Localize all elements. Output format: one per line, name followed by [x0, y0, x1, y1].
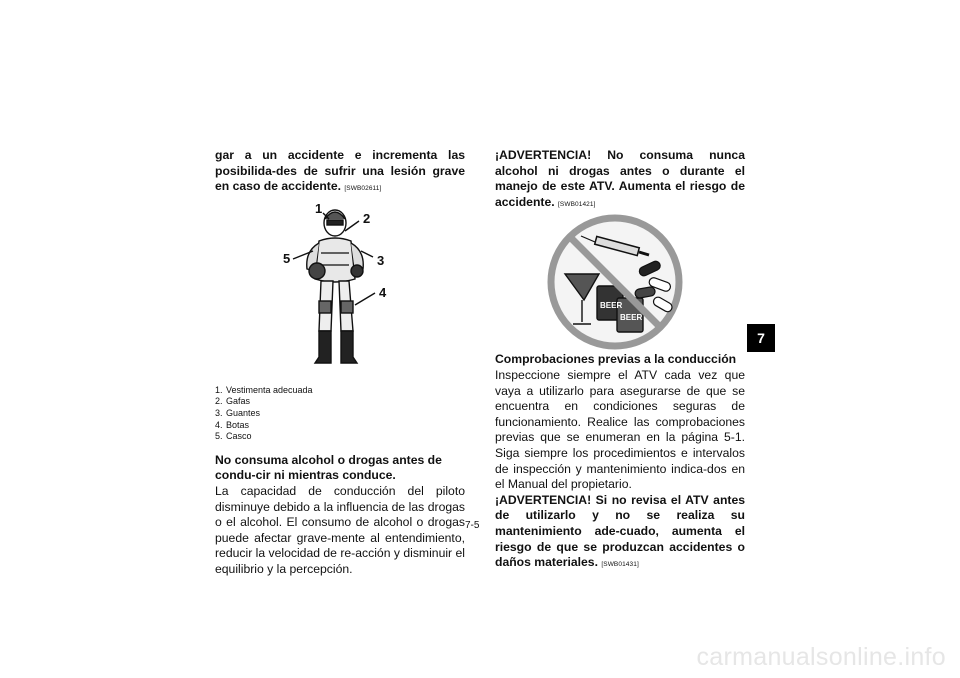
- no-alcohol-drugs-figure: [495, 214, 745, 352]
- intro-warning-code: [SWB02611]: [344, 185, 382, 193]
- alcohol-warning: [495, 148, 745, 212]
- rider-illustration: [265, 201, 425, 381]
- callout-1: 1: [315, 200, 323, 216]
- legend-item: 1. Vestimenta adecuada: [215, 384, 313, 395]
- right-column: [495, 148, 745, 573]
- callout-4: 4: [379, 284, 387, 300]
- callout-2: 2: [363, 210, 371, 226]
- parts-legend: [215, 385, 465, 443]
- legend-item: 5. Casco: [215, 431, 252, 442]
- can-label-2: BEER: [620, 313, 643, 323]
- alcohol-warning-text: ¡ADVERTENCIA! No consuma nunca alcohol ni drogas antes o durante el manejo de este ATV. Aumenta el riesgo de accidente.: [495, 148, 745, 209]
- intro-warning-text: gar a un accidente e incrementa las posibilida-des de sufrir una lesión grave en caso de accidente.: [215, 148, 465, 194]
- section-tab: 7: [747, 324, 775, 352]
- maintenance-warning-text: ¡ADVERTENCIA! Si no revisa el ATV antes de utilizarlo y no se realiza su mantenimiento ade-cuado, aumenta el riesgo de que se produzcan accidentes o daños materiales.: [495, 492, 745, 570]
- legend-item: 4. Botas: [215, 419, 250, 430]
- intro-warning: [215, 148, 465, 197]
- alcohol-warning-code: [SWB01421]: [558, 200, 596, 208]
- legend-item: 2. Gafas: [215, 396, 251, 407]
- no-alcohol-drugs-icon: [535, 214, 695, 350]
- page-number: 7-5: [465, 520, 480, 531]
- watermark: carmanualsonline.info: [696, 643, 946, 671]
- protective-gear-figure: [215, 201, 465, 383]
- section-heading: No consuma alcohol o drogas antes de condu-cir ni mientras conduce.: [215, 452, 442, 483]
- maintenance-warning: [495, 493, 745, 573]
- legend-item: 3. Guantes: [215, 407, 261, 418]
- section-heading: Comprobaciones previas a la conducción: [495, 352, 737, 367]
- left-column: [215, 148, 465, 578]
- body-paragraph: Inspeccione siempre el ATV cada vez que vaya a utilizarlo para asegurarse de que se encuentra en condiciones seguras de funcionamiento. Realice las comprobaciones previas que se enumeran en la página 5-1. Siga siempre los procedimientos e intervalos de inspección y mantenimiento indica-dos en el Manual del propietario.: [495, 367, 745, 492]
- can-label-1: BEER: [600, 301, 623, 311]
- maintenance-warning-code: [SWB01431]: [601, 561, 639, 569]
- callout-5: 5: [283, 250, 291, 266]
- body-paragraph: La capacidad de conducción del piloto disminuye debido a la influencia de las drogas o el alcohol. El consumo de alcohol o drogas puede afectar grave-mente al entendimiento, reducir la velocidad de re-acción y disminuir el equilibrio y la percepción.: [215, 483, 465, 576]
- callout-3: 3: [377, 252, 385, 268]
